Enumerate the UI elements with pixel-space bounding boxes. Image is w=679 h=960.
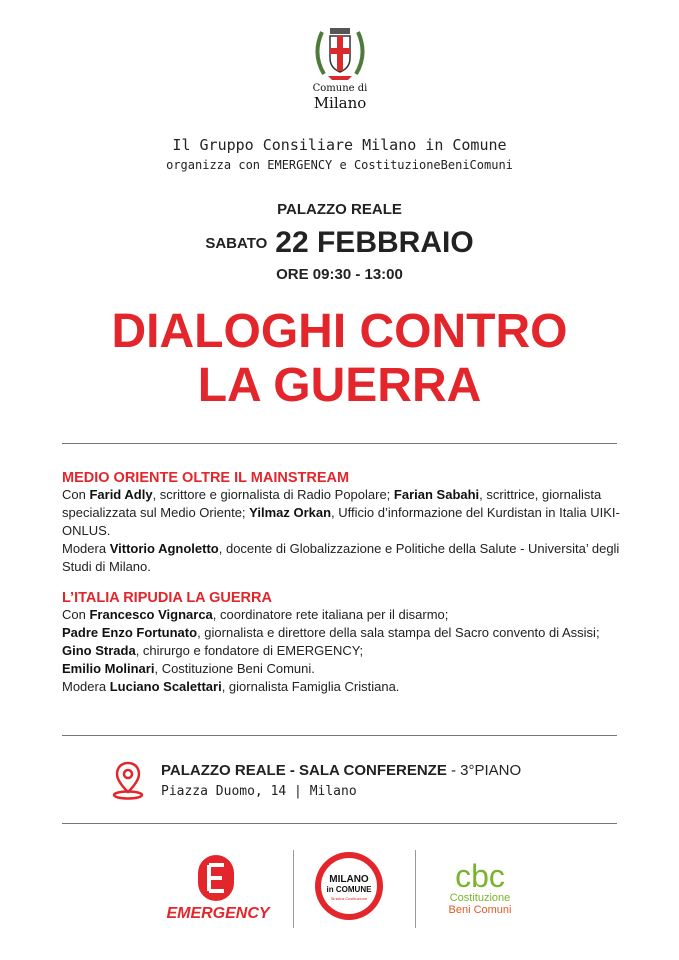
section-paragraph: Con Francesco Vignarca, coordinatore rete italiana per il disarmo;: [62, 607, 449, 622]
section-medio-oriente: [62, 470, 622, 576]
section-paragraph: Padre Enzo Fortunato, giornalista e direttore della sala stampa del Sacro convento di Assisi; Gino Strada, chirurgo e fondatore di EMERGENCY;: [62, 625, 600, 658]
footer-separator: [415, 850, 416, 928]
cbc-line1: Costituzione: [449, 892, 511, 904]
event-title-line1: DIALOGHI CONTRO: [111, 305, 568, 358]
divider: [62, 443, 617, 444]
city-line2: Milano: [313, 94, 367, 112]
event-venue: PALAZZO REALE: [277, 201, 402, 218]
city-line1: Comune di: [312, 83, 368, 94]
section-paragraph: Emilio Molinari, Costituzione Beni Comuni.: [62, 661, 315, 676]
divider: [62, 823, 617, 824]
section-paragraph: Modera Vittorio Agnoletto, docente di Globalizzazione e Politiche della Salute - Universita’ degli Studi di Milano.: [62, 541, 620, 574]
mic-line1: MILANO: [329, 874, 369, 885]
section-heading: MEDIO ORIENTE OLTRE IL MAINSTREAM: [62, 470, 350, 486]
cbc-logo: [440, 860, 520, 916]
location-address: Piazza Duomo, 14 | Milano: [161, 784, 357, 799]
cbc-letters: cbc: [455, 858, 505, 894]
emergency-logo-icon: [196, 853, 236, 903]
footer-separator: [293, 850, 294, 928]
location-name: PALAZZO REALE - SALA CONFERENZE - 3°PIANO: [161, 762, 522, 779]
organizer-line2: organizza con EMERGENCY e CostituzioneBeniComuni: [166, 158, 513, 172]
emergency-logo-text: EMERGENCY: [166, 905, 270, 922]
organizer-line1: Il Gruppo Consiliare Milano in Comune: [172, 136, 507, 154]
event-title-line2: LA GUERRA: [197, 359, 482, 412]
section-heading: L’ITALIA RIPUDIA LA GUERRA: [62, 590, 272, 606]
section-paragraph: Modera Luciano Scalettari, giornalista Famiglia Cristiana.: [62, 679, 400, 694]
city-logo-text: [300, 84, 380, 111]
mic-line2: in COMUNE: [326, 885, 372, 894]
event-date: [0, 226, 679, 260]
milano-crest-logo: [310, 24, 370, 82]
section-italia-ripudia: [62, 590, 622, 696]
event-date-main: 22 FEBBRAIO: [275, 226, 474, 259]
mic-line3: Sinistra Costituzione: [330, 896, 368, 901]
cbc-line2: Beni Comuni: [448, 904, 512, 916]
event-time: ORE 09:30 - 13:00: [276, 266, 403, 283]
section-paragraph: Con Farid Adly, scrittore e giornalista di Radio Popolare; Farian Sabahi, scrittrice, giornalista specializzata sul Medio Oriente; Yilmaz Orkan, Ufficio d’informazione del Kurdistan in Italia UIKI-ONLUS.: [62, 487, 620, 538]
map-pin-icon: [110, 760, 146, 800]
divider: [62, 735, 617, 736]
milano-in-comune-logo: [313, 850, 385, 922]
event-day-label: SABATO: [205, 234, 268, 252]
